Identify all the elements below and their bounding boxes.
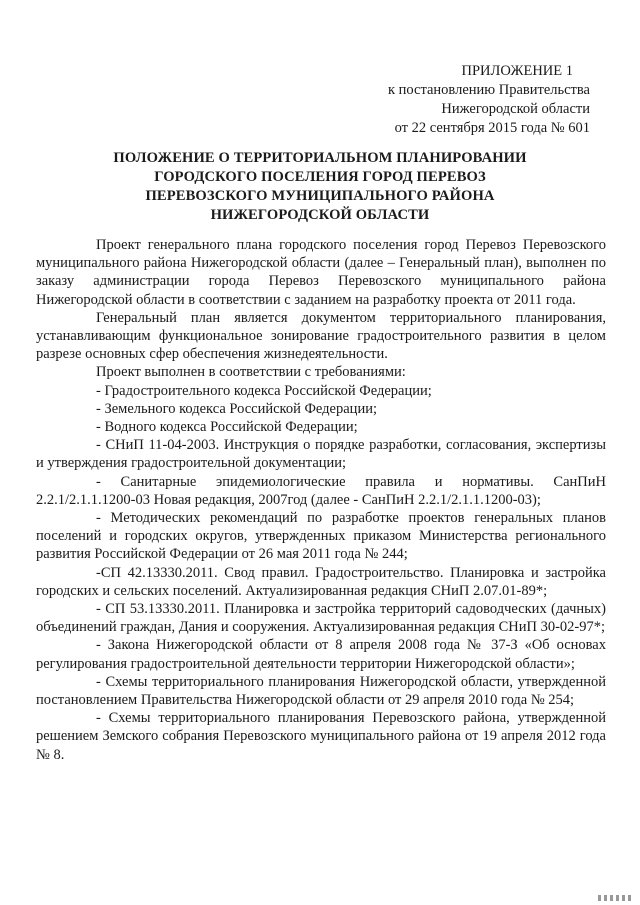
paragraph-sp-53: - СП 53.13330.2011. Планировка и застройка территорий садоводческих (дачных) объединений граждан, Дания и сооружения. Актуализированная редакция СНиП 30-02-97*; bbox=[36, 601, 606, 636]
title-line-3: ПЕРЕВОЗСКОГО МУНИЦИПАЛЬНОГО РАЙОНА bbox=[145, 188, 495, 204]
paragraph-project: Проект генерального плана городского поселения город Перевоз Перевозского муниципального района Нижегородской области (далее – Генеральный план), выполнен по заказу администрации города Перевоз Перевозского муниципального района Нижегородской области в соответствии с заданием на разработку проекта от 2011 года. bbox=[36, 237, 606, 308]
paragraph-sanpin: - Санитарные эпидемиологические правила и нормативы. СанПиН 2.2.1/2.1.1.1200-03 Новая редакция, 2007год (далее - СанПиН 2.2.1/2.1.1.1200-03); bbox=[36, 473, 606, 508]
paragraph-method-recommendations: - Методических рекомендаций по разработке проектов генеральных планов поселений и городских округов, утвержденных приказом Министерства регионального развития Российской Федерации от 26 мая 2011 года № 244; bbox=[36, 510, 606, 563]
title-line-1: ПОЛОЖЕНИЕ О ТЕРРИТОРИАЛЬНОМ ПЛАНИРОВАНИИ bbox=[113, 150, 527, 166]
document-title bbox=[70, 149, 570, 225]
paragraph-snip-11-04: - СНиП 11-04-2003. Инструкция о порядке разработки, согласования, экспертизы и утверждения градостроительной документации; bbox=[36, 437, 606, 472]
list-item-land-code: - Земельного кодекса Российской Федерации; bbox=[96, 400, 377, 417]
paragraph-general-plan: Генеральный план является документом территориального планирования, устанавливающим функциональное зонирование градостроительного развития в целом разрезе основных сфер обеспечения жизнедеятельности. bbox=[36, 309, 606, 363]
paragraph-sp-42: -СП 42.13330.2011. Свод правил. Градостроительство. Планировка и застройка городских и сельских поселений. Актуализированная редакция СНиП 2.07.01-89*; bbox=[36, 564, 606, 599]
paragraph-regional-law: - Закона Нижегородской области от 8 апреля 2008 года № 37-З «Об основах регулирования градостроительной деятельности территории Нижегородской области»; bbox=[36, 637, 606, 672]
title-line-4: НИЖЕГОРОДСКОЙ ОБЛАСТИ bbox=[210, 207, 430, 223]
list-item-water-code: - Водного кодекса Российской Федерации; bbox=[96, 419, 358, 436]
list-item-urban-code: - Градостроительного кодекса Российской Федерации; bbox=[96, 382, 432, 399]
appendix-line-1: к постановлению Правительства bbox=[388, 82, 590, 98]
paragraph-district-scheme: - Схемы территориального планирования Перевозского района, утвержденной решением Земского собрания Перевозского муниципального района от 19 апреля 2012 года № 8. bbox=[36, 710, 606, 763]
appendix-line-2: Нижегородской области bbox=[441, 101, 590, 117]
scan-edge-mark bbox=[598, 895, 634, 901]
document-body bbox=[36, 236, 606, 764]
appendix-line-3: от 22 сентября 2015 года № 601 bbox=[394, 120, 590, 136]
paragraph-regional-scheme: - Схемы территориального планирования Нижегородской области, утвержденной постановлением Правительства Нижегородской области от 29 апреля 2010 года № 254; bbox=[36, 673, 606, 709]
paragraph-requirements-intro: Проект выполнен в соответствии с требованиями: bbox=[96, 364, 406, 381]
title-line-2: ГОРОДСКОГО ПОСЕЛЕНИЯ ГОРОД ПЕРЕВОЗ bbox=[154, 169, 486, 185]
appendix-block bbox=[340, 62, 590, 138]
appendix-heading: ПРИЛОЖЕНИЕ 1 bbox=[461, 63, 573, 79]
